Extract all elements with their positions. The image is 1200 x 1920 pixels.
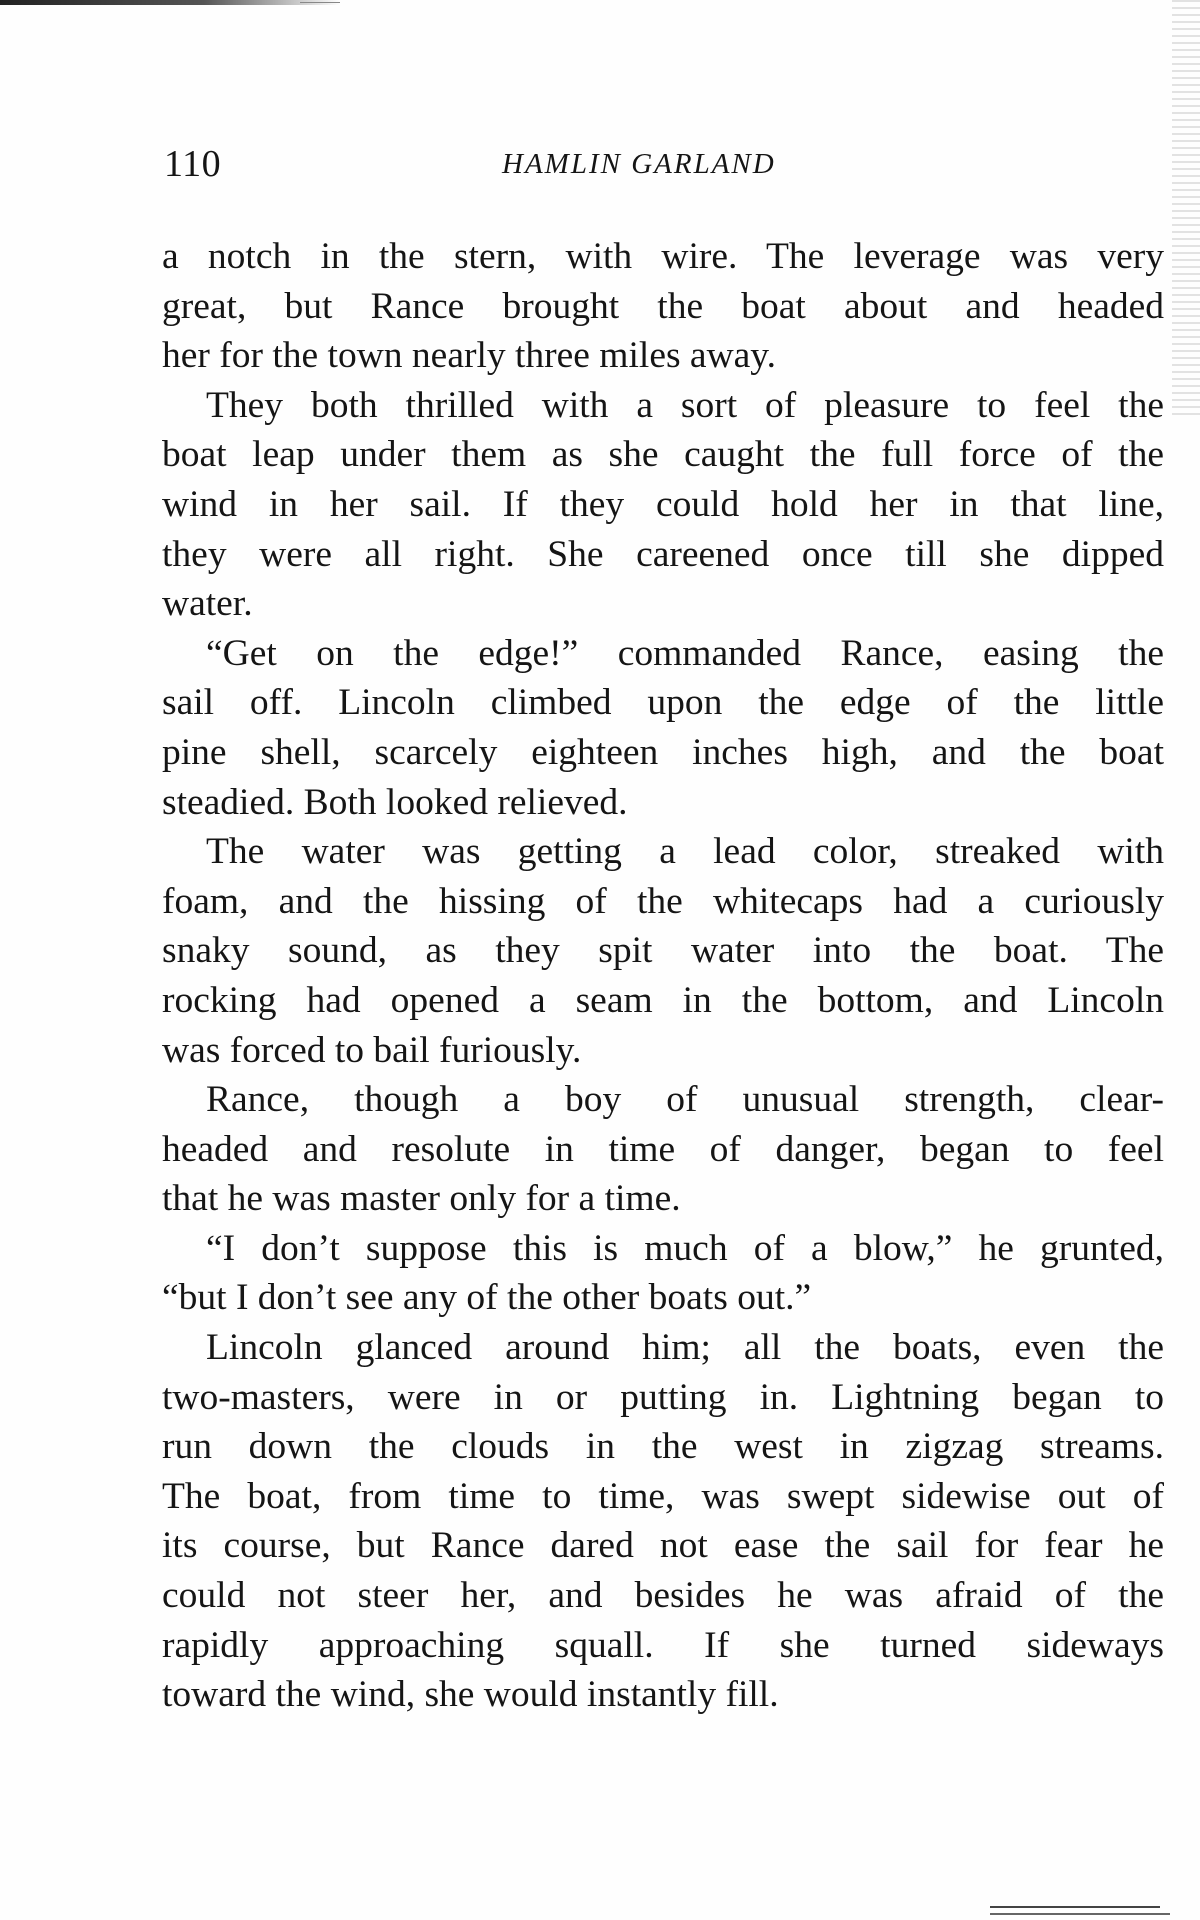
text-line: two-masters, were in or putting in. Lightning began to [162,1376,1164,1418]
text-line: The boat, from time to time, was swept sidewise out of [162,1475,1164,1517]
text-line: toward the wind, she would instantly fill. [162,1674,779,1716]
text-line: a notch in the stern, with wire. The leverage was very [162,236,1164,277]
body-text [162,232,1164,1720]
text-line: The water was getting a lead color, streaked with [206,831,1164,873]
page-number: 110 [164,143,222,185]
running-head: HAMLIN GARLAND [502,148,776,180]
text-line: snaky sound, as they spit water into the boat. The [162,930,1164,972]
text-line: They both thrilled with a sort of pleasure to feel the [206,384,1164,426]
text-line: foam, and the hissing of the whitecaps had a curiously [162,880,1164,922]
text-line: Rance, though a boy of unusual strength, clear- [206,1079,1164,1121]
text-line: great, but Rance brought the boat about and headed [162,285,1164,327]
bottom-edge-rule [990,1906,1160,1908]
text-line: sail off. Lincoln climbed upon the edge of the little [162,682,1164,724]
text-line: was forced to bail furiously. [162,1029,582,1071]
text-line: run down the clouds in the west in zigzag streams. [162,1426,1164,1468]
page-edge-shadow [1172,0,1200,420]
top-edge-rule-fade [300,2,340,3]
text-line: pine shell, scarcely eighteen inches high, and the boat [162,731,1164,773]
text-line: its course, but Rance dared not ease the sail for fear he [162,1525,1164,1567]
text-line: Lincoln glanced around him; all the boats, even the [206,1327,1164,1369]
text-line: wind in her sail. If they could hold her in that line, [162,483,1164,525]
text-line: boat leap under them as she caught the full force of the [162,434,1164,476]
text-line: water. [162,583,253,625]
text-line: “Get on the edge!” commanded Rance, easing the [206,632,1164,674]
text-line: headed and resolute in time of danger, began to feel [162,1128,1164,1170]
page-header [164,142,1164,192]
text-line: rocking had opened a seam in the bottom, and Lincoln [162,979,1164,1021]
text-line: could not steer her, and besides he was afraid of the [162,1575,1164,1617]
text-line: they were all right. She careened once till she dipped [162,533,1164,575]
text-line: that he was master only for a time. [162,1178,681,1220]
text-line: her for the town nearly three miles away. [162,335,776,377]
text-line: rapidly approaching squall. If she turned sideways [162,1624,1164,1666]
text-line: steadied. Both looked relieved. [162,781,628,823]
bottom-edge-rule-lower [990,1913,1170,1915]
text-line: “I don’t suppose this is much of a blow,” he grunted, [206,1227,1164,1269]
top-edge-rule [0,0,340,5]
text-line: “but I don’t see any of the other boats out.” [162,1277,812,1319]
